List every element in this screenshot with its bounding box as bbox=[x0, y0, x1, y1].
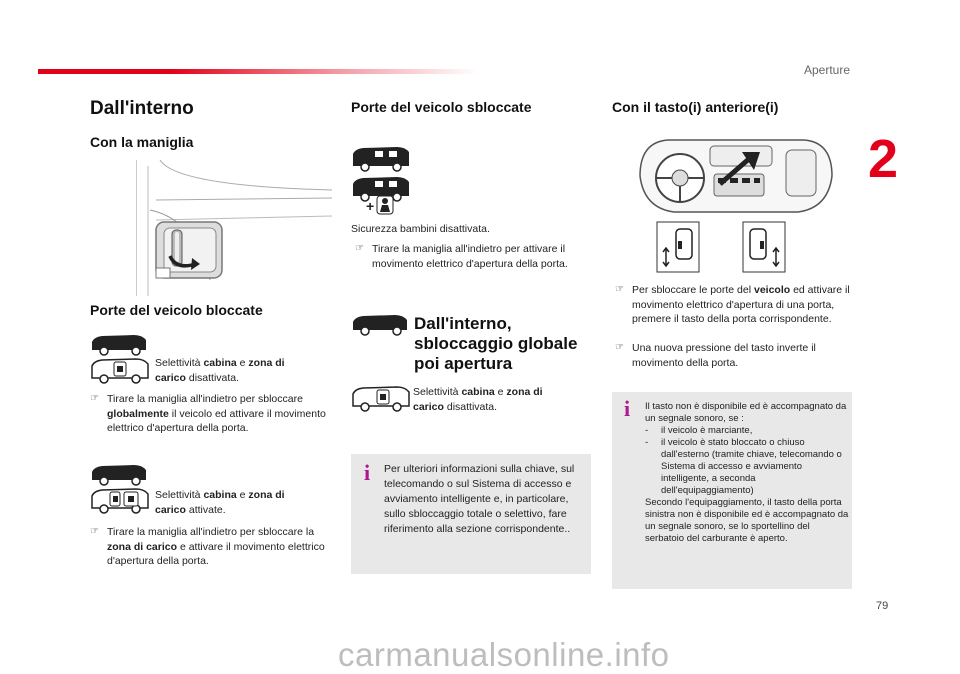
section-title: Aperture bbox=[804, 63, 851, 77]
page-title: Dall'interno bbox=[90, 98, 194, 119]
text: ed attivare il movimento elettrico d'apertura di una porta, premere il tasto della porta corrispondente. bbox=[632, 284, 850, 325]
bullet-hand-icon: ☞ bbox=[615, 342, 624, 353]
text: e attivare il movimento elettrico d'apertura della porta. bbox=[107, 540, 325, 567]
handle-heading: Con la maniglia bbox=[90, 134, 194, 150]
text: disattivata. bbox=[443, 400, 498, 413]
text: il veicolo è stato bloccato o chiuso dall'esterno (tramite chiave, telecomando o Sistema di accesso e avviamento intelligente, a seconda dell'equipaggiamento) bbox=[661, 437, 842, 496]
van-icon-unlocked bbox=[351, 146, 411, 172]
text-bold: cabina bbox=[203, 489, 237, 501]
global-unlock-heading bbox=[414, 314, 594, 374]
text-bold: zona di carico bbox=[155, 489, 285, 516]
heading-line: Dall'interno, bbox=[414, 314, 512, 333]
van-icon bbox=[90, 334, 148, 356]
info-icon: i bbox=[364, 460, 371, 485]
text: Tirare la maniglia all'indietro per attivare il movimento elettrico d'apertura della porta. bbox=[372, 243, 568, 270]
text-bold: zona di carico bbox=[107, 540, 178, 553]
text-bold: zona di carico bbox=[155, 357, 285, 384]
plus-icon: + bbox=[366, 198, 375, 214]
bullet-hand-icon: ☞ bbox=[90, 526, 99, 537]
text: e bbox=[236, 357, 249, 369]
dash-marker: - bbox=[645, 425, 649, 436]
van-lock-cargo-icon bbox=[351, 386, 411, 412]
instruction-bullet-5 bbox=[615, 341, 851, 370]
page-number: 79 bbox=[876, 600, 889, 612]
unlocked-doors-heading: Porte del veicolo sbloccate bbox=[351, 99, 532, 115]
heading-line: poi apertura bbox=[414, 354, 513, 373]
info-outro: Secondo l'equipaggiamento, il tasto della porta sinistra non è disponibile ed è accompagnato da un segnale sonoro, se lo sportellino del serbatoio del carburante è aperto. bbox=[645, 497, 849, 544]
text: Selettività bbox=[155, 357, 204, 369]
text: disattivata. bbox=[185, 371, 240, 384]
text: e bbox=[494, 386, 507, 398]
child-safety-icon bbox=[376, 195, 394, 215]
bullet-hand-icon: ☞ bbox=[615, 284, 624, 295]
text: Tirare la maniglia all'indietro per sbloccare la bbox=[107, 526, 315, 538]
text-bold: globalmente bbox=[107, 407, 169, 420]
right-door-button-icon bbox=[742, 221, 786, 273]
dashboard-illustration bbox=[638, 138, 834, 214]
selectivity-text-1 bbox=[155, 356, 315, 385]
info-text: Per ulteriori informazioni sulla chiave, sul telecomando o sul Sistema di accesso e avviamento intelligente e, in particolare, sullo sbloccaggio totale o selettivo, fare riferimento alla sezione corrispondente.. bbox=[384, 463, 575, 535]
text: attivate. bbox=[185, 503, 226, 516]
bullet-hand-icon: ☞ bbox=[355, 243, 364, 254]
chapter-number: 2 bbox=[868, 129, 899, 189]
text: il veicolo è marciante, bbox=[661, 425, 753, 436]
watermark: carmanualsonline.info bbox=[338, 636, 670, 673]
red-header-bar bbox=[38, 69, 478, 74]
text: Tirare la maniglia all'indietro per sbloccare bbox=[107, 393, 303, 405]
info-dash-item bbox=[645, 425, 849, 437]
info-box-key bbox=[351, 454, 591, 574]
info-box-button bbox=[612, 392, 852, 589]
text-bold: veicolo bbox=[753, 284, 791, 296]
info-icon: i bbox=[624, 396, 631, 421]
info-dash-item bbox=[645, 437, 849, 497]
instruction-bullet-1 bbox=[90, 392, 334, 436]
text: il veicolo ed attivare il movimento elettrico d'apertura della porta. bbox=[107, 407, 326, 434]
left-door-button-icon bbox=[656, 221, 700, 273]
text-bold: cabina bbox=[461, 386, 495, 398]
van-lock-cargo-icon bbox=[90, 358, 150, 384]
bullet-hand-icon: ☞ bbox=[90, 393, 99, 404]
dash-marker: - bbox=[645, 437, 649, 448]
van-icon bbox=[351, 314, 409, 336]
child-safety-text: Sicurezza bambini disattivata. bbox=[351, 223, 490, 235]
door-handle-illustration bbox=[136, 160, 332, 296]
text-bold: cabina bbox=[203, 357, 237, 369]
text: Per sbloccare le porte del bbox=[632, 284, 754, 296]
text: Una nuova pressione del tasto inverte il movimento della porta. bbox=[632, 342, 816, 369]
selectivity-text-2 bbox=[155, 488, 315, 517]
instruction-bullet-4 bbox=[615, 283, 851, 327]
info-content bbox=[645, 401, 849, 545]
text: Selettività bbox=[413, 386, 462, 398]
front-button-heading: Con il tasto(i) anteriore(i) bbox=[612, 99, 779, 115]
text-bold: zona di carico bbox=[413, 386, 543, 413]
text: e bbox=[236, 489, 249, 501]
locked-doors-heading: Porte del veicolo bloccate bbox=[90, 302, 263, 318]
info-intro: Il tasto non è disponibile ed è accompagnato da un segnale sonoro, se : bbox=[645, 401, 847, 424]
van-lock-cab-cargo-icon bbox=[90, 488, 150, 514]
van-icon bbox=[90, 464, 148, 486]
text: Selettività bbox=[155, 489, 204, 501]
heading-line: sbloccaggio globale bbox=[414, 334, 578, 353]
instruction-bullet-2 bbox=[90, 525, 334, 569]
instruction-bullet-3 bbox=[355, 242, 589, 271]
selectivity-text-3 bbox=[413, 385, 573, 414]
